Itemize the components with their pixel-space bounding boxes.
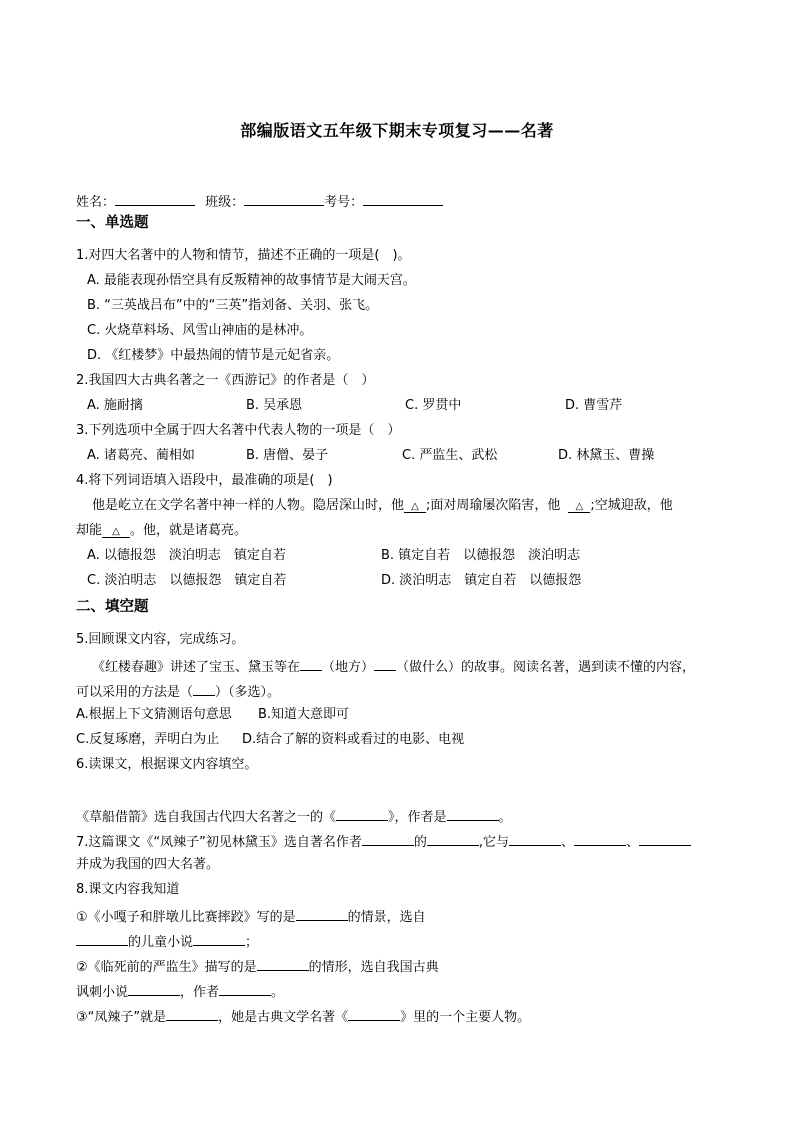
question-4-option-b[interactable]: B. 镇定自若 以德报怨 淡泊明志	[381, 548, 581, 563]
passage-text: 《红楼春趣》讲述了宝玉、黛玉等在	[92, 660, 301, 675]
question-5-option-a[interactable]: A.根据上下文猜测语句意思	[76, 707, 232, 722]
situation-blank[interactable]	[257, 956, 309, 971]
student-info-line	[76, 191, 443, 212]
question-6-stem: 6.读课文，根据课文内容填空。	[76, 757, 258, 772]
author-blank[interactable]	[76, 931, 128, 946]
passage-text: 。	[271, 985, 285, 1000]
passage-blank-1[interactable]: △	[404, 498, 426, 513]
question-8-stem: 8.课文内容我知道	[76, 882, 180, 897]
passage-text: 的	[413, 835, 427, 850]
passage-text: 。	[498, 810, 512, 825]
question-3-stem: 3.下列选项中全属于四大名著中代表人物的一项是（ ）	[76, 423, 401, 438]
question-1-stem: 1.对四大名著中的人物和情节，描述不正确的一项是( )。	[76, 248, 411, 263]
question-7-line-2: 并成为我国的四大名著。	[76, 857, 220, 872]
question-5-passage-line-1	[92, 656, 695, 677]
place-blank[interactable]	[300, 656, 322, 671]
question-5-passage-line-2	[76, 681, 280, 702]
question-1-option-a[interactable]: A. 最能表现孙悟空具有反叛精神的故事情节是大闹天宫。	[87, 273, 416, 288]
question-3-option-c[interactable]: C. 严监生、武松	[402, 448, 498, 463]
question-5-option-d[interactable]: D.结合了解的资料或看过的电影、电视	[242, 732, 465, 747]
novel-blank-1[interactable]	[509, 831, 561, 846]
passage-text: 他是屹立在文学名著中神一样的人物。隐居深山时，他	[92, 498, 405, 513]
book-blank[interactable]	[336, 806, 388, 821]
question-2-stem: 2.我国四大古典名著之一《西游记》的作者是（ ）	[76, 373, 375, 388]
question-7-line-1	[76, 831, 691, 852]
question-8-item-1-line-2	[76, 931, 258, 952]
page-title: 部编版语文五年级下期末专项复习——名著	[240, 121, 554, 140]
passage-blank-2[interactable]: △	[568, 498, 590, 513]
question-3-option-b[interactable]: B. 唐僧、晏子	[246, 448, 329, 463]
passage-text: 》里的一个主要人物。	[400, 1010, 531, 1025]
passage-text: 、	[626, 835, 640, 850]
passage-text: 、	[561, 835, 575, 850]
question-4-passage-line-1	[92, 497, 673, 515]
question-1-option-d[interactable]: D. 《红楼梦》中最热闹的情节是元妃省亲。	[87, 348, 340, 363]
question-4-passage-line-2	[76, 522, 247, 540]
passage-text: 的情形，选自我国古典	[308, 960, 439, 975]
question-8-item-3	[76, 1006, 530, 1027]
name-label: 姓名：	[76, 195, 116, 210]
passage-text: ③“凤辣子”就是	[76, 1010, 167, 1025]
question-8-item-1-line-1	[76, 906, 426, 927]
passage-text: （地方）	[322, 660, 375, 675]
id-label: 考号：	[324, 195, 364, 210]
passage-text: ）（多选）。	[215, 685, 281, 700]
passage-text: 《草船借箭》选自我国古代四大名著之一的《	[76, 810, 337, 825]
question-4-stem: 4.将下列词语填入语段中，最准确的项是( )	[76, 473, 333, 488]
passage-text: ；	[245, 935, 259, 950]
work-blank[interactable]	[427, 831, 479, 846]
question-3-option-d[interactable]: D. 林黛玉、曹操	[558, 448, 655, 463]
section-heading-fill-blank: 二、填空题	[76, 599, 149, 615]
passage-text: 讽刺小说	[76, 985, 129, 1000]
passage-text: 。他，就是诸葛亮。	[130, 523, 248, 538]
passage-text: ，她是古典文学名著《	[218, 1010, 349, 1025]
scene-blank[interactable]	[296, 906, 348, 921]
question-4-option-c[interactable]: C. 淡泊明志 以德报怨 镇定自若	[87, 573, 287, 588]
passage-text: ①《小嘎子和胖墩儿比赛摔跤》写的是	[76, 910, 296, 925]
question-8-item-2-line-2	[76, 981, 284, 1002]
question-3-option-a[interactable]: A. 诸葛亮、蔺相如	[87, 448, 195, 463]
question-1-option-b[interactable]: B. “三英战吕布”中的“三英”指刘备、关羽、张飞。	[87, 298, 379, 313]
author-blank[interactable]	[219, 981, 271, 996]
question-1-option-c[interactable]: C. 火烧草料场、风雪山神庙的是林冲。	[87, 323, 313, 338]
method-blank[interactable]	[193, 681, 215, 696]
id-blank[interactable]	[363, 191, 443, 206]
question-5-option-b[interactable]: B.知道大意即可	[258, 707, 350, 722]
character-blank[interactable]	[166, 1006, 218, 1021]
question-5-option-c[interactable]: C.反复琢磨，弄明白为止	[76, 732, 220, 747]
section-heading-single-choice: 一、单选题	[76, 215, 149, 231]
passage-text: 的儿童小说	[128, 935, 194, 950]
question-4-option-d[interactable]: D. 淡泊明志 镇定自若 以德报怨	[381, 573, 582, 588]
question-6-line-1	[76, 806, 512, 827]
passage-text: 的情景，选自	[347, 910, 426, 925]
passage-text: 却能	[76, 523, 103, 538]
book-blank[interactable]	[348, 1006, 400, 1021]
novel-blank-3[interactable]	[639, 831, 691, 846]
passage-text: 可以采用的方法是（	[76, 685, 194, 700]
name-blank[interactable]	[115, 191, 195, 206]
question-2-option-c[interactable]: C. 罗贯中	[405, 398, 462, 413]
novel-blank[interactable]	[193, 931, 245, 946]
passage-text: ,它与	[478, 835, 510, 850]
question-8-item-2-line-1	[76, 956, 439, 977]
passage-text: 7.这篇课文《“凤辣子”初见林黛玉》选自著名作者	[76, 835, 362, 850]
novel-blank-2[interactable]	[574, 831, 626, 846]
activity-blank[interactable]	[374, 656, 396, 671]
question-2-option-d[interactable]: D. 曹雪芹	[565, 398, 623, 413]
passage-text: （做什么）的故事。阅读名著，遇到读不懂的内容，	[396, 660, 696, 675]
class-blank[interactable]	[244, 191, 324, 206]
passage-blank-3[interactable]: △	[102, 523, 130, 538]
passage-text: ;空城迎敌，他	[590, 498, 673, 513]
passage-text: ;面对周瑜屡次陷害，他	[426, 498, 561, 513]
passage-text: ②《临死前的严监生》描写的是	[76, 960, 257, 975]
passage-text: ，作者	[180, 985, 220, 1000]
question-4-option-a[interactable]: A. 以德报怨 淡泊明志 镇定自若	[87, 548, 286, 563]
question-5-stem: 5.回顾课文内容，完成练习。	[76, 632, 245, 647]
author-blank[interactable]	[447, 806, 499, 821]
passage-text: 》，作者是	[388, 810, 447, 825]
novel-blank[interactable]	[128, 981, 180, 996]
question-2-option-b[interactable]: B. 吴承恩	[246, 398, 303, 413]
question-2-option-a[interactable]: A. 施耐摛	[87, 398, 143, 413]
class-label: 班级：	[205, 195, 245, 210]
author-blank[interactable]	[362, 831, 414, 846]
